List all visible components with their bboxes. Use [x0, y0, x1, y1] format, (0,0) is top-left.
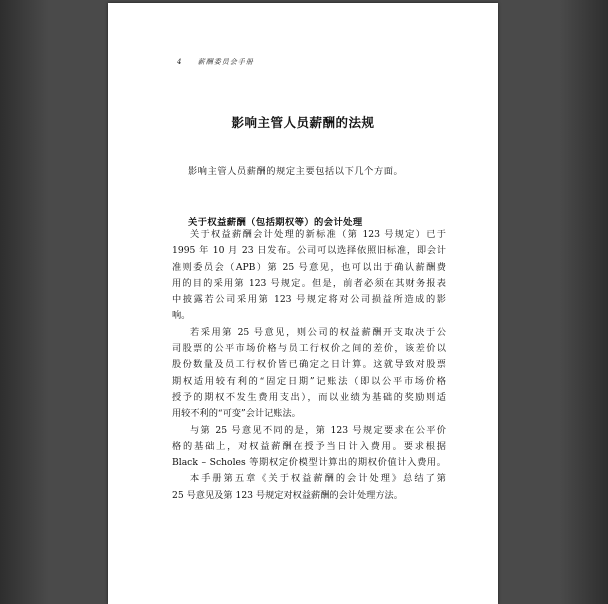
body-line: 准则委员会（APB）第 25 号意见，也可以出于确认薪酬费: [172, 261, 446, 273]
body-line: 本手册第五章《关于权益薪酬的会计处理》总结了第: [190, 473, 446, 485]
chapter-intro: 影响主管人员薪酬的规定主要包括以下几个方面。: [188, 166, 404, 177]
document-page: [108, 3, 498, 604]
body-line: 若采用第 25 号意见，则公司的权益薪酬开支取决于公: [190, 326, 446, 338]
body-line: 股份数量及员工行权价皆已确定之日计算。这就导致对股票: [172, 359, 446, 371]
body-line: 中披露若公司采用第 123 号规定将对公司损益所造成的影: [172, 294, 446, 306]
body-line: 1995 年 10 月 23 日发布。公司可以选择依照旧标准，即会计: [172, 245, 446, 257]
body-line: 响。: [172, 310, 191, 322]
page-number: 4: [177, 58, 183, 66]
section-heading: 关于权益薪酬（包括期权等）的会计处理: [188, 217, 363, 228]
body-line: 司股票的公平市场价格与员工行权价之间的差价，该差价以: [172, 343, 446, 355]
body-line: 与第 25 号意见不同的是，第 123 号规定要求在公平价: [190, 424, 446, 436]
body-line: Black – Scholes 等期权定价模型计算出的期权价值计入费用。: [172, 457, 446, 469]
body-line: 格的基础上，对权益薪酬在授予当日计入费用。要求根据: [172, 440, 446, 452]
body-line: 关于权益薪酬会计处理的新标准（第 123 号规定）已于: [190, 229, 446, 240]
section-body: [172, 227, 446, 504]
body-line: 用的目的采用第 123 号规定。但是，前者必须在其财务报表: [172, 277, 446, 289]
body-line: 用较不利的“可变”会计记账法。: [172, 408, 301, 420]
body-line: 授予的期权不发生费用支出），而以业绩为基础的奖励则适: [172, 391, 446, 403]
body-line: 期权适用较有利的“固定日期”记账法（即以公平市场价格: [172, 375, 446, 387]
body-line: 25 号意见及第 123 号规定对权益薪酬的会计处理方法。: [172, 489, 403, 501]
running-head: [177, 57, 254, 67]
chapter-title: 影响主管人员薪酬的法规: [231, 115, 375, 130]
book-title: 薪酬委员会手册: [197, 58, 254, 66]
